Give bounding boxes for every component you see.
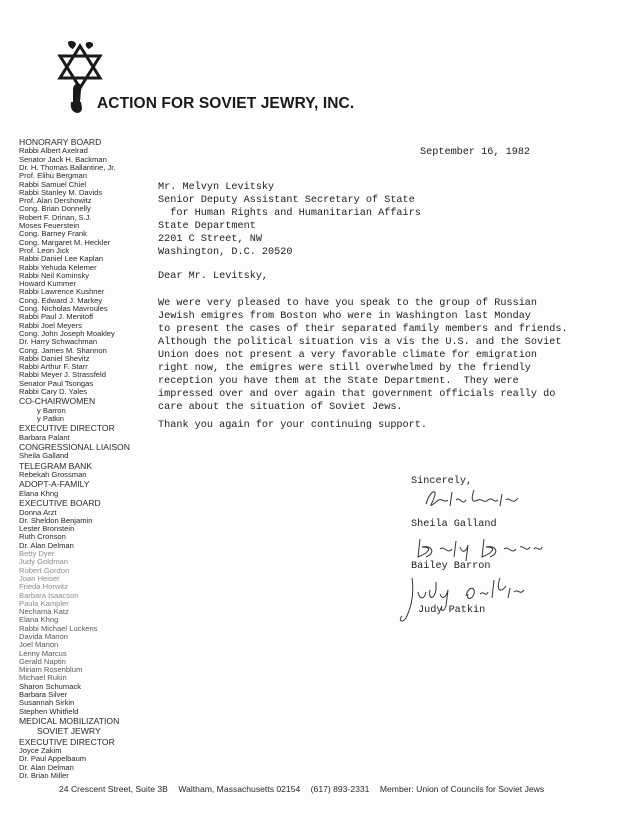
member-name: Robert Gordon [19, 565, 70, 575]
executive-director-list [19, 434, 169, 442]
closing: Sincerely, [411, 476, 473, 487]
member-name: Lester Bronstein [19, 524, 75, 534]
member-name: Rabbi Daniel Lee Kaplan [19, 254, 104, 264]
member-name: Sheila Galland [19, 451, 69, 461]
member-name: Rabbi Michael Luckens [19, 623, 98, 633]
signature-judy-patkin [396, 572, 536, 628]
member-name: Senator Jack H. Backman [19, 154, 107, 164]
co-chairwomen-list [19, 407, 169, 424]
member-name: Cong. Nicholas Mavroules [19, 304, 108, 314]
member-name: Barbara Palant [19, 432, 70, 442]
member-name: y Barron [37, 405, 66, 415]
member-name: Sharon Schumack [19, 681, 82, 691]
member-name: Judy Goldman [19, 557, 68, 567]
signer-name: Sheila Galland [411, 519, 497, 530]
member-name: Rebekah Grossman [19, 470, 87, 480]
member-name: Stephen Whitfield [19, 706, 79, 716]
letter-paragraph: We were very pleased to have you speak to the group of Russian Jewish emigres from Boston who were in Washington last Monday to present the cases of their separated family members and friends. Although the political situation vis a vis the U.S. and the Soviet Union does not present a very favorable climate for emigration right now, the emigres were still overwhelmed by the friendly reception you have them at the State Department. They were impressed over and over again that government officials really do care about the situation of Soviet Jews. [158, 298, 568, 413]
member-name: Cong. Brian Donnelly [19, 204, 91, 214]
honorary-board-heading: HONORARY BOARD [19, 137, 102, 147]
member-name: Paula Kampler [19, 598, 69, 608]
member-name: Ruth Cronson [19, 532, 66, 542]
telegram-bank-list [19, 471, 169, 479]
member-name: Howard Kummer [19, 279, 76, 289]
signer-name: Judy Patkin [418, 605, 486, 616]
member-name: Prof. Elihu Bergman [19, 171, 87, 181]
member-name: Joyce Zakim [19, 746, 62, 756]
honorary-board-list [19, 147, 169, 396]
medical-mobilization-subheading: SOVIET JEWRY [37, 726, 101, 737]
member-name: Rabbi Daniel Shevitz [19, 353, 90, 363]
member-name: Dr. Alan Delman [19, 540, 74, 550]
member-name: Rabbi Lawrence Kushner [19, 287, 105, 297]
member-name: Prof. Leon Jick [19, 245, 70, 255]
adopt-a-family-list [19, 490, 169, 498]
member-name: Nechama Katz [19, 607, 69, 617]
member-name: Rabbi Cary D. Yales [19, 387, 88, 397]
member-name: Miriam Rosenblum [19, 665, 83, 675]
member-name: Senator Paul Tsongas [19, 378, 94, 388]
congressional-liaison-list [19, 452, 169, 460]
member-name: Cong. John Joseph Moakley [19, 328, 115, 338]
member-name: Rabbi Samuel Chiel [19, 179, 87, 189]
member-name: Dr. Alan Delman [19, 762, 74, 772]
member-name: Cong. Edward J. Markey [19, 295, 103, 305]
executive-board-heading: EXECUTIVE BOARD [19, 498, 101, 509]
member-name: Susannah Sirkin [19, 698, 75, 708]
member-name: Prof. Alan Dershowitz [19, 196, 92, 206]
organization-name: ACTION FOR SOVIET JEWRY, INC. [97, 95, 355, 112]
member-name: Cong. Margaret M. Heckler [19, 237, 111, 247]
member-name: Donna Arzt [19, 507, 57, 517]
member-name: Rabbi Meyer J. Strassfeld [19, 370, 106, 380]
medical-executive-director-heading: EXECUTIVE DIRECTOR [19, 736, 115, 747]
member-name: Rabbi Albert Axelrad [19, 146, 88, 156]
member-name: Davida Manon [19, 631, 68, 641]
member-name: Rabbi Neil Kominsky [19, 270, 90, 280]
footer-membership: Member: Union of Councils for Soviet Jews [379, 784, 545, 794]
recipient-address: Mr. Melvyn Levitsky Senior Deputy Assistant Secretary of State for Human Rights and Humanitarian Affairs State Department 2201 C Street, NW Washington, D.C. 20520 [158, 182, 421, 258]
member-name: Dr. Brian Miller [19, 771, 69, 781]
member-name: Lenny Marcus [19, 648, 67, 658]
member-name: Moses Feuerstein [19, 221, 80, 231]
co-chairwomen-heading: CO-CHAIRWOMEN [19, 396, 96, 407]
member-name: Rabbi Joel Meyers [19, 320, 82, 330]
letterhead-sidebar [19, 137, 169, 780]
member-name: Cong. Barney Frank [19, 229, 87, 239]
member-name: Dr. H. Thomas Ballantine, Jr. [19, 163, 116, 172]
adopt-a-family-heading: ADOPT-A-FAMILY [19, 479, 90, 490]
medical-mobilization-heading: MEDICAL MOBILIZATION [19, 715, 120, 726]
salutation: Dear Mr. Levitsky, [158, 271, 269, 282]
member-name: Rabbi Paul J. Menitoff [19, 312, 94, 322]
executive-director-heading: EXECUTIVE DIRECTOR [19, 423, 115, 434]
member-name: Rabbi Arthur F. Starr [19, 362, 88, 372]
medical-mobilization-list [19, 747, 169, 780]
member-name: Robert F. Drinan, S.J. [19, 212, 92, 222]
member-name: Rabbi Yehuda Kelemer [19, 262, 97, 272]
member-name: Dr. Harry Schwachman [19, 337, 98, 347]
member-name: Barbara Isaacson [19, 590, 79, 600]
member-name: Rabbi Stanley M. Davids [19, 187, 103, 197]
letterhead-footer [59, 784, 552, 794]
footer-phone: (617) 893-2331 [310, 784, 370, 794]
letter-date: September 16, 1982 [420, 147, 531, 158]
member-name: Elana Khng [19, 488, 59, 498]
member-name: Dr. Sheldon Benjamin [19, 515, 93, 525]
member-name: Cong. James M. Shannon [19, 345, 107, 355]
thanks-line: Thank you again for your continuing support. [158, 420, 427, 431]
executive-board-list [19, 509, 169, 716]
member-name: Barbara Silver [19, 690, 68, 700]
signature-bailey-barron [414, 533, 544, 563]
signer-name: Bailey Barron [411, 561, 491, 572]
footer-address: 24 Crescent Street, Suite 3B [59, 784, 168, 794]
member-name: Joel Manon [19, 640, 59, 650]
member-name: Frieda Horwitz [19, 582, 68, 592]
member-name: Joan Heiser [19, 573, 60, 583]
member-name: Betty Dyer [19, 549, 55, 559]
signature-sheila-galland [422, 484, 532, 514]
member-name: Dr. Paul Appelbaum [19, 754, 87, 764]
member-name: Elana Khng [19, 615, 59, 625]
member-name: y Patkin [37, 414, 65, 424]
member-name: Michael Rukin [19, 673, 67, 683]
congressional-liaison-heading: CONGRESSIONAL LIAISON [19, 442, 130, 453]
telegram-bank-heading: TELEGRAM BANK [19, 460, 93, 471]
footer-city: Waltham, Massachusetts 02154 [178, 784, 301, 794]
member-name: Gerald Naptin [19, 656, 66, 666]
